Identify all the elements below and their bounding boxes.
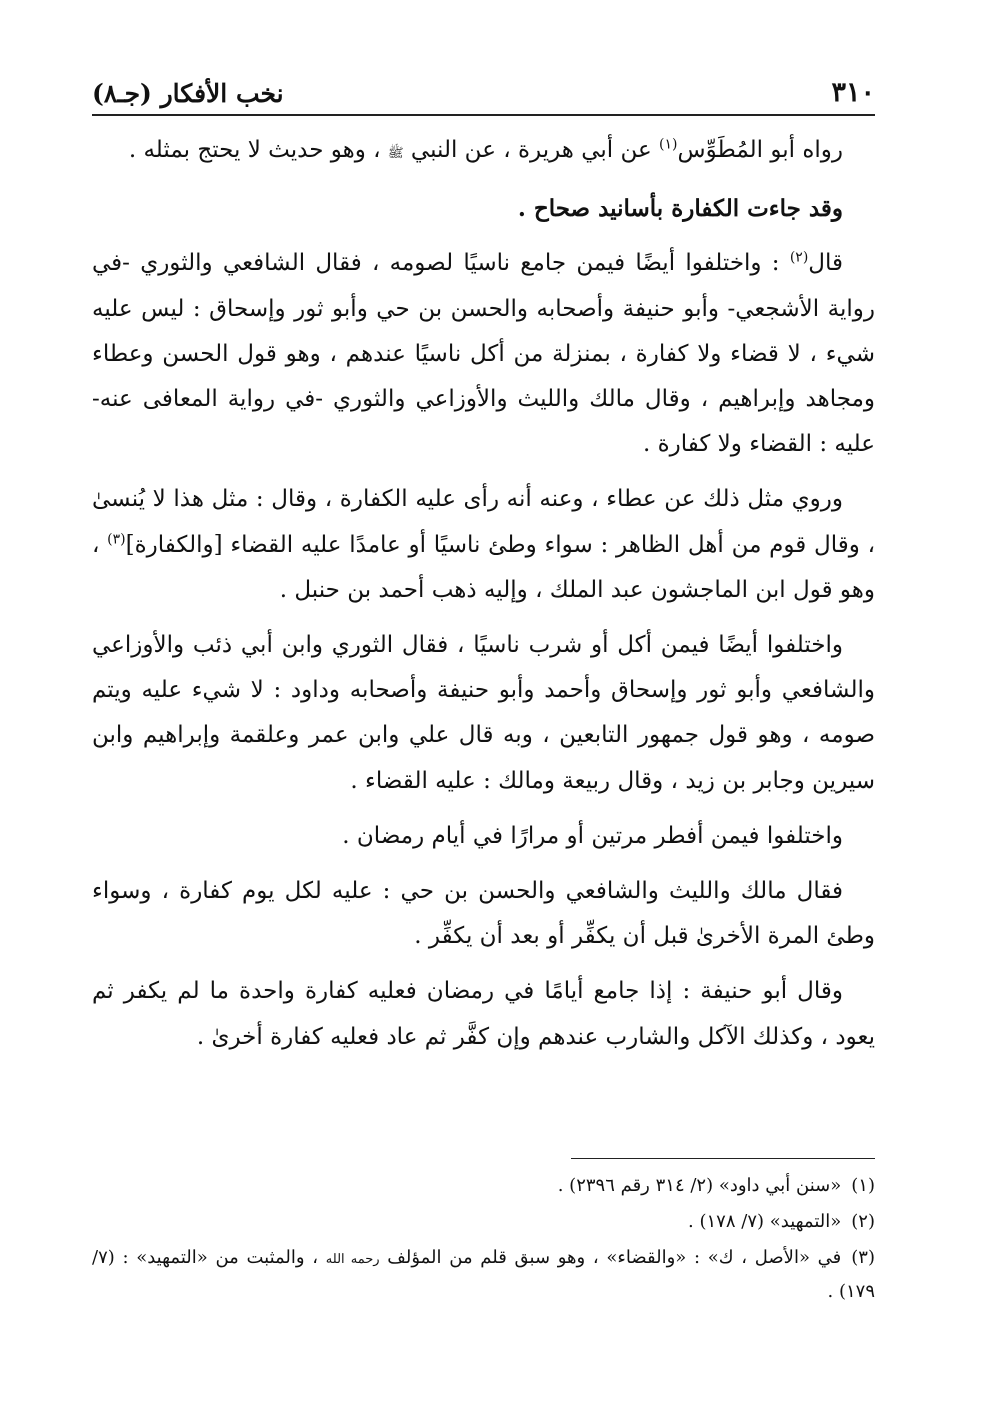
paragraph-1: رواه أبو المُطَوِّس$^{(١)}$ عن أبي هريرة ، عن النبي ﷺ ، وهو حديث لا يحتج بمثله .	[128, 136, 843, 163]
paragraph-7: فقال مالك والليث والشافعي والحسن بن حي : عليه لكل يوم كفارة ، وسواء وطئ المرة الأخرىٰ قبل أن يكفِّر أو بعد أن يكفِّر .	[92, 878, 875, 950]
main-text	[92, 128, 875, 1060]
footnote-2: (٢)«التمهيد» (٧/ ١٧٨) .	[92, 1206, 875, 1238]
footnote-3: (٣)في «الأصل ، ك» : «والقضاء» ، وهو سبق قلم من المؤلف رحمه الله ، والمثبت من «التمهيد» : (٧/ ١٧٩) .	[92, 1242, 875, 1308]
paragraph-3: قال$^{(٢)}$ : واختلفوا أيضًا فيمن جامع ناسيًا لصومه ، فقال الشافعي والثوري -في رواية الأشجعي- وأبو حنيفة وأصحابه والحسن بن حي وأبو ثور وإسحاق : ليس عليه شيء ، لا قضاء ولا كفارة ، بمنزلة من أكل ناسيًا عندهم ، وهو قول الحسن وعطاء ومجاهد وإبراهيم ، وقال مالك والليث والأوزاعي والثوري -في رواية المعافى عنه- عليه : القضاء ولا كفارة .	[92, 249, 875, 458]
paragraph-5: واختلفوا أيضًا فيمن أكل أو شرب ناسيًا ، فقال الثوري وابن أبي ذئب والأوزاعي والشافعي وأبو ثور وإسحاق وأحمد وأبو حنيفة وأصحابه وداود : لا شيء عليه ويتم صومه ، وهو قول جمهور التابعين ، وبه قال علي وابن عمر وعلقمة وإبراهيم وابن سيرين وجابر بن زيد ، وقال ربيعة ومالك : عليه القضاء .	[92, 632, 875, 794]
honorific-symbol: رحمه الله	[325, 1252, 380, 1267]
salutation-symbol: ﷺ	[387, 146, 404, 161]
paragraph-8: وقال أبو حنيفة : إذا جامع أيامًا في رمضان فعليه كفارة واحدة ما لم يكفر ثم يعود ، وكذلك الآكل والشارب عندهم وإن كفَّر ثم عاد فعليه كفارة أخرىٰ .	[92, 978, 875, 1050]
paragraph-4: وروي مثل ذلك عن عطاء ، وعنه أنه رأى عليه الكفارة ، وقال : مثل هذا لا يُنسىٰ ، وقال قوم من أهل الظاهر : سواء وطئ ناسيًا أو عامدًا عليه القضاء [والكفارة]$^{(٣)}$ ، وهو قول ابن الماجشون عبد الملك ، وإليه ذهب أحمد بن حنبل .	[92, 486, 875, 603]
footnote-number: (٣)	[851, 1247, 875, 1268]
footnote-number: (١)	[851, 1175, 875, 1196]
footnote-number: (٢)	[851, 1211, 875, 1232]
paragraph-6: واختلفوا فيمن أفطر مرتين أو مرارًا في أيام رمضان .	[342, 822, 843, 849]
book-page	[92, 72, 875, 1372]
page-number: ٣١٠	[831, 77, 875, 108]
page-header	[92, 72, 875, 116]
footnote-ref-1[interactable]: (١)	[659, 136, 678, 153]
footnote-ref-2[interactable]: (٢)	[789, 249, 809, 266]
running-title: نخب الأفكار (جـ٨)	[92, 79, 284, 108]
paragraph-2: وقد جاءت الكفارة بأسانيد صحاح .	[517, 195, 843, 223]
footnote-divider	[571, 1158, 875, 1159]
footnote-1: (١)«سنن أبي داود» (٢/ ٣١٤ رقم ٢٣٩٦) .	[92, 1170, 875, 1202]
footnotes-section	[92, 1170, 875, 1312]
footnote-ref-3[interactable]: (٣)	[107, 530, 126, 547]
